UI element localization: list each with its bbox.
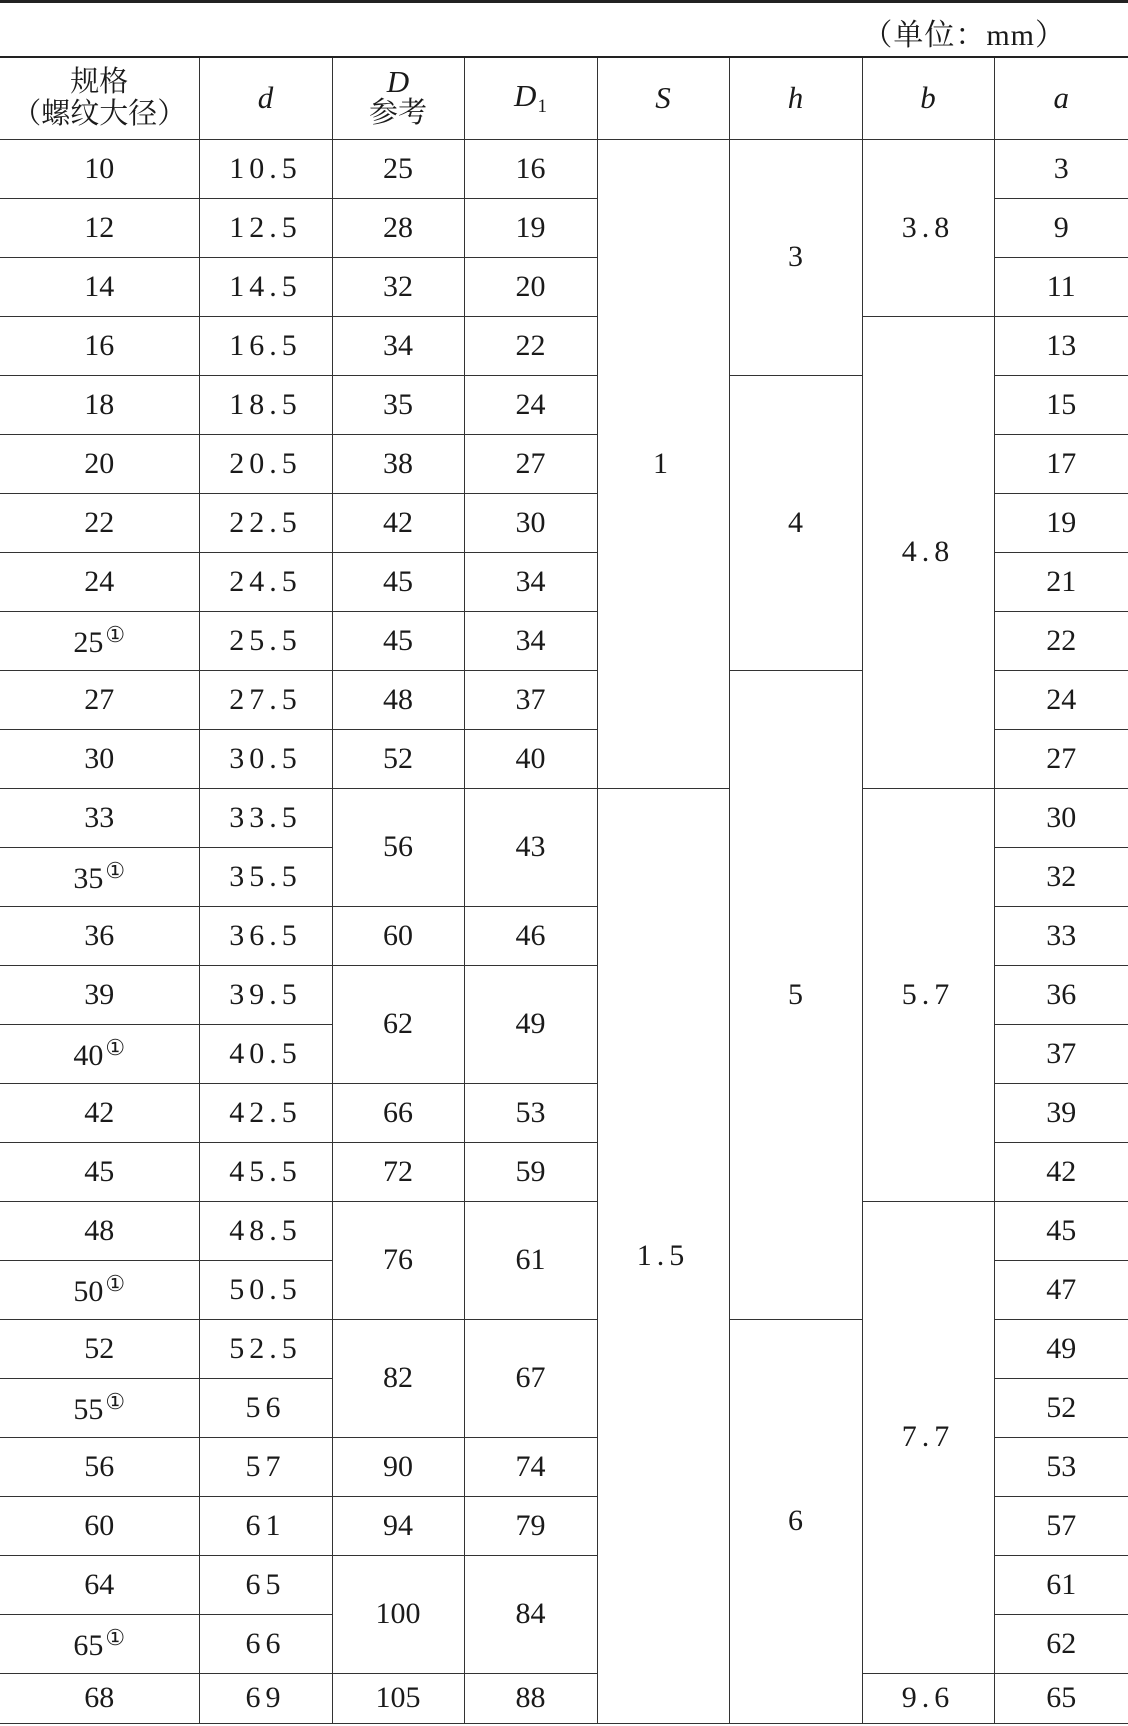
- footnote-mark: ①: [105, 1624, 126, 1650]
- cell-spec: [0, 847, 199, 906]
- cell-D1: 34: [464, 552, 597, 611]
- cell-a: 32: [994, 847, 1128, 906]
- cell-d: 66: [199, 1614, 332, 1673]
- cell-d: 52.5: [199, 1319, 332, 1378]
- cell-D: 82: [332, 1319, 464, 1437]
- header-S: [597, 57, 729, 139]
- cell-spec: [0, 1319, 199, 1378]
- cell-a: 52: [994, 1378, 1128, 1437]
- cell-spec-value: 20: [84, 446, 115, 480]
- cell-spec-value: 12: [84, 210, 115, 244]
- header-D1-subscript: 1: [537, 96, 547, 118]
- cell-spec-value: 65: [73, 1628, 104, 1662]
- cell-D1: 37: [464, 670, 597, 729]
- cell-b: 9.6: [862, 1673, 994, 1723]
- cell-spec-value: 33: [84, 800, 115, 834]
- footnote-mark: ①: [105, 1388, 126, 1414]
- cell-S: 1.5: [597, 788, 729, 1723]
- cell-d: 39.5: [199, 965, 332, 1024]
- cell-D: 45: [332, 552, 464, 611]
- cell-spec: [0, 375, 199, 434]
- cell-a: 57: [994, 1496, 1128, 1555]
- cell-D: 56: [332, 788, 464, 906]
- cell-D1: 27: [464, 434, 597, 493]
- cell-spec-value: 10: [84, 151, 115, 185]
- cell-D1: 24: [464, 375, 597, 434]
- header-D: [332, 57, 464, 139]
- cell-d: 27.5: [199, 670, 332, 729]
- cell-d: 65: [199, 1555, 332, 1614]
- cell-spec-value: 42: [84, 1095, 115, 1129]
- cell-spec: [0, 1260, 199, 1319]
- cell-b: 5.7: [862, 788, 994, 1201]
- cell-spec: [0, 316, 199, 375]
- cell-D1: 84: [464, 1555, 597, 1673]
- cell-a: 9: [994, 198, 1128, 257]
- cell-spec-value: 36: [84, 918, 115, 952]
- cell-d: 10.5: [199, 139, 332, 198]
- cell-a: 49: [994, 1319, 1128, 1378]
- header-S-label: S: [655, 80, 671, 116]
- cell-a: 39: [994, 1083, 1128, 1142]
- table-row: [0, 139, 1128, 198]
- cell-D1: 49: [464, 965, 597, 1083]
- cell-D1: 79: [464, 1496, 597, 1555]
- header-d: [199, 57, 332, 139]
- spec-table: [0, 56, 1128, 1724]
- cell-spec: [0, 1555, 199, 1614]
- cell-D: 100: [332, 1555, 464, 1673]
- cell-D1: 46: [464, 906, 597, 965]
- cell-S: 1: [597, 139, 729, 788]
- table-body: [0, 139, 1128, 1723]
- cell-D1: 20: [464, 257, 597, 316]
- cell-spec-value: 68: [84, 1681, 115, 1714]
- cell-spec-value: 52: [84, 1331, 115, 1365]
- footnote-mark: ①: [105, 1034, 126, 1060]
- cell-a: 61: [994, 1555, 1128, 1614]
- cell-D1: 43: [464, 788, 597, 906]
- cell-spec: [0, 198, 199, 257]
- cell-D: 32: [332, 257, 464, 316]
- cell-d: 69: [199, 1673, 332, 1723]
- cell-d: 36.5: [199, 906, 332, 965]
- cell-d: 40.5: [199, 1024, 332, 1083]
- header-spec-line1: 规格: [70, 66, 129, 99]
- cell-spec-value: 64: [84, 1567, 115, 1601]
- cell-spec-value: 30: [84, 741, 115, 775]
- header-D-ref: 参考: [368, 97, 427, 130]
- cell-d: 61: [199, 1496, 332, 1555]
- cell-spec: [0, 552, 199, 611]
- cell-D1: 53: [464, 1083, 597, 1142]
- cell-spec-value: 25: [73, 625, 104, 659]
- cell-a: 11: [994, 257, 1128, 316]
- cell-h: 6: [729, 1319, 862, 1723]
- table-row: [0, 1201, 1128, 1260]
- cell-d: 35.5: [199, 847, 332, 906]
- cell-spec-value: 45: [84, 1154, 115, 1188]
- cell-a: 45: [994, 1201, 1128, 1260]
- cell-D1: 67: [464, 1319, 597, 1437]
- cell-d: 56: [199, 1378, 332, 1437]
- cell-spec-value: 22: [84, 505, 115, 539]
- cell-a: 30: [994, 788, 1128, 847]
- cell-d: 48.5: [199, 1201, 332, 1260]
- cell-d: 45.5: [199, 1142, 332, 1201]
- cell-a: 27: [994, 729, 1128, 788]
- table-row: [0, 1673, 1128, 1723]
- cell-spec-value: 24: [84, 564, 115, 598]
- header-h-label: h: [787, 80, 804, 116]
- cell-D1: 16: [464, 139, 597, 198]
- cell-D: 66: [332, 1083, 464, 1142]
- header-a: [994, 57, 1128, 139]
- cell-a: 65: [994, 1673, 1128, 1723]
- cell-spec: [0, 1024, 199, 1083]
- cell-spec: [0, 1083, 199, 1142]
- cell-spec: [0, 1614, 199, 1673]
- cell-D: 60: [332, 906, 464, 965]
- cell-spec-value: 55: [73, 1392, 104, 1426]
- cell-a: 47: [994, 1260, 1128, 1319]
- cell-spec-value: 14: [84, 269, 115, 303]
- cell-D: 76: [332, 1201, 464, 1319]
- cell-b: 3.8: [862, 139, 994, 316]
- cell-spec-value: 48: [84, 1213, 115, 1247]
- header-spec-line2: （螺纹大径）: [12, 98, 187, 131]
- cell-d: 14.5: [199, 257, 332, 316]
- cell-d: 42.5: [199, 1083, 332, 1142]
- cell-d: 22.5: [199, 493, 332, 552]
- cell-D: 62: [332, 965, 464, 1083]
- cell-h: 4: [729, 375, 862, 670]
- cell-h: 3: [729, 139, 862, 375]
- cell-D: 42: [332, 493, 464, 552]
- cell-D: 72: [332, 1142, 464, 1201]
- cell-D1: 59: [464, 1142, 597, 1201]
- cell-a: 21: [994, 552, 1128, 611]
- cell-d: 20.5: [199, 434, 332, 493]
- cell-spec: [0, 1142, 199, 1201]
- header-D-label: D: [386, 64, 410, 100]
- cell-D: 94: [332, 1496, 464, 1555]
- cell-spec: [0, 729, 199, 788]
- cell-a: 42: [994, 1142, 1128, 1201]
- cell-b: 7.7: [862, 1201, 994, 1673]
- header-spec: [0, 57, 199, 139]
- cell-spec-value: 39: [84, 977, 115, 1011]
- cell-spec: [0, 788, 199, 847]
- cell-D: 34: [332, 316, 464, 375]
- cell-d: 57: [199, 1437, 332, 1496]
- top-rule: [0, 0, 1128, 3]
- cell-d: 30.5: [199, 729, 332, 788]
- cell-D: 28: [332, 198, 464, 257]
- cell-spec-value: 60: [84, 1508, 115, 1542]
- cell-spec-value: 16: [84, 328, 115, 362]
- cell-b: 4.8: [862, 316, 994, 788]
- cell-D: 105: [332, 1673, 464, 1723]
- cell-D1: 88: [464, 1673, 597, 1723]
- cell-a: 53: [994, 1437, 1128, 1496]
- cell-spec: [0, 1673, 199, 1723]
- header-row: [0, 57, 1128, 139]
- cell-D1: 22: [464, 316, 597, 375]
- cell-D1: 74: [464, 1437, 597, 1496]
- cell-spec-value: 56: [84, 1449, 115, 1483]
- cell-d: 33.5: [199, 788, 332, 847]
- cell-spec: [0, 670, 199, 729]
- cell-spec: [0, 257, 199, 316]
- header-d-label: d: [257, 80, 274, 116]
- footnote-mark: ①: [105, 857, 126, 883]
- cell-spec: [0, 434, 199, 493]
- cell-D: 90: [332, 1437, 464, 1496]
- cell-a: 19: [994, 493, 1128, 552]
- cell-spec: [0, 493, 199, 552]
- table-row: [0, 788, 1128, 847]
- cell-a: 17: [994, 434, 1128, 493]
- table-row: [0, 316, 1128, 375]
- cell-d: 50.5: [199, 1260, 332, 1319]
- cell-h: 5: [729, 670, 862, 1319]
- cell-D1: 19: [464, 198, 597, 257]
- cell-D: 52: [332, 729, 464, 788]
- cell-a: 3: [994, 139, 1128, 198]
- cell-a: 24: [994, 670, 1128, 729]
- cell-spec: [0, 1496, 199, 1555]
- cell-a: 62: [994, 1614, 1128, 1673]
- cell-spec-value: 35: [73, 861, 104, 895]
- cell-a: 22: [994, 611, 1128, 670]
- cell-a: 37: [994, 1024, 1128, 1083]
- unit-label: （单位：mm）: [862, 19, 1066, 52]
- cell-d: 18.5: [199, 375, 332, 434]
- footnote-mark: ①: [105, 1270, 126, 1296]
- header-a-label: a: [1053, 80, 1069, 116]
- header-D1: [464, 57, 597, 139]
- cell-spec-value: 50: [73, 1274, 104, 1308]
- header-D1-label: D: [514, 78, 537, 114]
- cell-d: 25.5: [199, 611, 332, 670]
- header-b: [862, 57, 994, 139]
- cell-spec: [0, 1201, 199, 1260]
- cell-D: 38: [332, 434, 464, 493]
- cell-d: 24.5: [199, 552, 332, 611]
- cell-spec: [0, 1437, 199, 1496]
- cell-spec-value: 18: [84, 387, 115, 421]
- footnote-mark: ①: [105, 621, 126, 647]
- cell-a: 33: [994, 906, 1128, 965]
- cell-spec: [0, 611, 199, 670]
- cell-spec-value: 27: [84, 682, 115, 716]
- cell-spec: [0, 906, 199, 965]
- cell-D1: 61: [464, 1201, 597, 1319]
- cell-D: 48: [332, 670, 464, 729]
- cell-a: 13: [994, 316, 1128, 375]
- cell-spec-value: 40: [73, 1038, 104, 1072]
- cell-a: 36: [994, 965, 1128, 1024]
- header-b-label: b: [920, 80, 936, 116]
- cell-D1: 30: [464, 493, 597, 552]
- cell-spec: [0, 139, 199, 198]
- cell-D: 25: [332, 139, 464, 198]
- cell-d: 12.5: [199, 198, 332, 257]
- cell-spec: [0, 1378, 199, 1437]
- cell-a: 15: [994, 375, 1128, 434]
- cell-D: 45: [332, 611, 464, 670]
- header-h: [729, 57, 862, 139]
- cell-D1: 40: [464, 729, 597, 788]
- cell-spec: [0, 965, 199, 1024]
- cell-D: 35: [332, 375, 464, 434]
- cell-D1: 34: [464, 611, 597, 670]
- cell-d: 16.5: [199, 316, 332, 375]
